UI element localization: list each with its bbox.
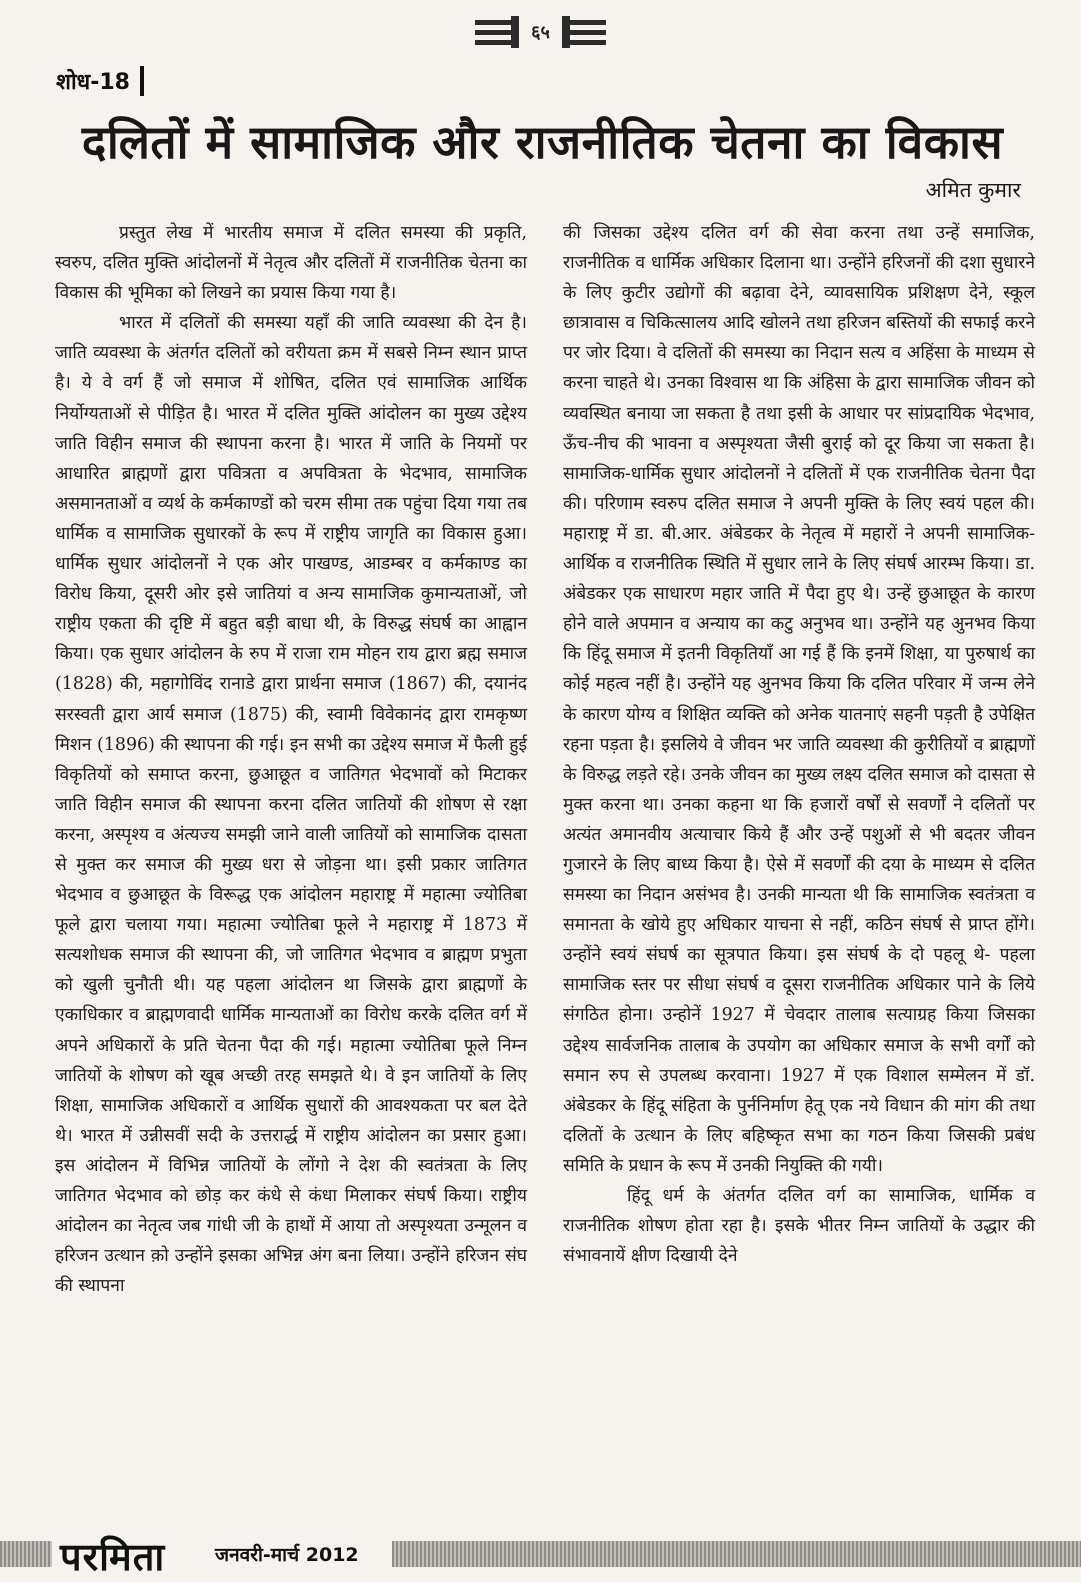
article-title: दलितों में सामाजिक और राजनीतिक चेतना का विकास	[81, 115, 1004, 169]
left-ornament-icon	[475, 16, 521, 48]
author-name: अमित कुमार	[925, 178, 1021, 202]
right-column	[563, 218, 1035, 1271]
page-header	[0, 16, 1081, 48]
series-label: शोध-18	[56, 66, 144, 96]
paragraph: भारत में दलितों की समस्या यहाँ की जाति व्यवस्था की देन है। जाति व्यवस्था के अंतर्गत दलितों को वरीयता क्रम में सबसे निम्न स्थान प्राप्त है। ये वे वर्ग हैं जो समाज में शोषित, दलित एवं सामाजिक आर्थिक निर्योग्यताओं से पीड़ित है। भारत में दलित मुक्ति आंदोलन का मुख्य उद्देश्य जाति विहीन समाज की स्थापना करना है। भारत में जाति के नियमों पर आधारित ब्राह्मणों द्वारा पवित्रता व अपवित्रता के भेदभाव, सामाजिक असमानताओं व व्यर्थ के कर्मकाण्डों को चरम सीमा तक पहुंचा दिया गया तब धार्मिक व सामाजिक सुधारकों के रूप में राष्ट्रीय जागृति का विकास हुआ। धार्मिक सुधार आंदोलनों ने एक ओर पाखण्ड, आडम्बर व कर्मकाण्ड का विरोध किया, दूसरी ओर इसे जातियां व अन्य सामाजिक कुमान्यताओं, जो राष्ट्रीय एकता की दृष्टि में बहुत बड़ी बाधा थी, के विरुद्ध संघर्ष का आह्वान किया। एक सुधार आंदोलन के रुप में राजा राम मोहन राय द्वारा ब्रह्म समाज (1828) की, महागोविंद रानाडे द्वारा प्रार्थना समाज (1867) की, दयानंद सरस्वती द्वारा आर्य समाज (1875) की, स्वामी विवेकानंद द्वारा रामकृष्ण मिशन (1896) की स्थापना की गई। इन सभी का उद्देश्य समाज में फैली हुई विकृतियों को समाप्त करना, छुआछूत व जातिगत भेदभावों को मिटाकर जाति विहीन समाज की स्थापना करना दलित जातियों की शोषण से रक्षा करना, अस्पृश्य व अंत्यज्य समझी जाने वाली जातियों को सामाजिक दासता से मुक्त कर समाज की मुख्य धरा से जोड़ना था। इसी प्रकार जातिगत भेदभाव व छुआछूत के विरूद्ध एक आंदोलन महाराष्ट्र में महात्मा ज्योतिबा फूले द्वारा चलाया गया। महात्मा ज्योतिबा फूले ने महाराष्ट्र में 1873 में सत्यशोधक समाज की स्थापना की, जो जातिगत भेदभाव व ब्राह्मण प्रभुता को खुली चुनौती थी। यह पहला आंदोलन था जिसके द्वारा ब्राह्मणों के एकाधिकार व ब्राह्मणवादी धार्मिक मान्यताओं का विरोध करके दलित वर्ग में अपने अधिकारों के प्रति चेतना पैदा की गई। महात्मा ज्योतिबा फूले निम्न जातियों के शोषण को खूब अच्छी तरह समझते थे। वे इन जातियों के लिए शिक्षा, सामाजिक अधिकारों व आर्थिक सुधारों की आवश्यकता पर बल देते थे। भारत में उन्नीसवीं सदी के उत्तरार्द्ध में राष्ट्रीय आंदोलन का प्रसार हुआ। इस आंदोलन में विभिन्न जातियों के लोंगो ने देश की स्वतंत्रता के लिए जातिगत भेदभाव को छोड़ कर कंधे से कंधा मिलाकर संघर्ष किया। राष्ट्रीय आंदोलन का नेतृत्व जब गांधी जी के हाथों में आया तो अस्पृश्यता उन्मूलन व हरिजन उत्थान क़ो उन्होंने इसका अभिन्न अंग बना लिया। उन्होंने हरिजन संघ की स्थापना	[55, 313, 527, 1297]
right-ornament-icon	[560, 16, 606, 48]
left-column	[55, 218, 527, 1301]
journal-logo: परमिता	[60, 1535, 166, 1579]
page-number: ६५	[531, 22, 550, 43]
paragraph: प्रस्तुत लेख में भारतीय समाज में दलित समस्या की प्रकृति, स्वरुप, दलित मुक्ति आंदोलनों में नेतृत्व और दलितों में राजनीतिक चेतना का विकास की भूमिका को लिखने का प्रयास किया गया है।	[55, 223, 527, 304]
issue-date: जनवरी-मार्च 2012	[215, 1544, 359, 1566]
paragraph: की जिसका उद्देश्य दलित वर्ग की सेवा करना तथा उन्हें समाजिक, राजनीतिक व धार्मिक अधिकार दिलाना था। उन्होंने हरिजनों की दशा सुधारने के लिए कुटीर उद्योगों की बढ़ावा देने, व्यावसायिक प्रशिक्षण देने, स्कूल छात्रावास व चिकित्सालय आदि खोलने तथा हरिजन बस्तियों की सफाई करने पर जोर दिया। वे दलितों की समस्या का निदान सत्य व अहिंसा के माध्यम से करना चाहते थे। उनका विश्वास था कि अंहिसा के द्वारा सामाजिक जीवन को व्यवस्थित बनाया जा सकता है तथा इसी के आधार पर सांप्रदायिक भेदभाव, ऊँच-नीच की भावना व अस्पृश्यता जैसी बुराई को दूर किया जा सकता है। सामाजिक-धार्मिक सुधार आंदोलनों ने दलितों में एक राजनीतिक चेतना पैदा की। परिणाम स्वरुप दलित समाज ने अपनी मुक्ति के लिए स्वयं पहल की। महाराष्ट्र में डा. बी.आर. अंबेडकर के नेतृत्व में महारों ने अपनी सामाजिक-आर्थिक व राजनीतिक स्थिति में सुधार लाने के लिए संघर्ष आरम्भ किया। डा. अंबेडकर एक साधारण महार जाति में पैदा हुए थे। उन्हें छुआछूत के कारण होने वाले अपमान व अन्याय का कटु अनुभव था। उन्होंने यह अुनभव किया कि हिंदू समाज में इतनी विकृतियाँ आ गई हैं कि इनमें शिक्षा, या पुरुषार्थ का कोई महत्व नहीं है। उन्होंने यह अुनभव किया कि दलित परिवार में जन्म लेने के कारण योग्य व शिक्षित व्यक्ति को अनेक यातनाएं सहनी पड़ती है उपेक्षित रहना पड़ता है। इसलिये वे जीवन भर जाति व्यवस्था की कुरीतियों व ब्राह्मणों के विरुद्ध लड़ते रहे। उनके जीवन का मुख्य लक्ष्य दलित समाज को दासता से मुक्त करना था। उनका कहना था कि हजारों वर्षों से सवर्णों ने दलितों पर अत्यंत अमानवीय अत्याचार किये हैं और उन्हें पशुओं से भी बदतर जीवन गुजारने के लिए बाध्य किया है। ऐसे में सवर्णों की दया के माध्यम से दलित समस्या का निदान असंभव है। उनकी मान्यता थी कि सामाजिक स्वतंत्रता व समानता के खोये हुए अधिकार याचना से नहीं, कठिन संघर्ष से प्राप्त होंगे। उन्होंने स्वयं संघर्ष का सूत्रपात किया। इस संघर्ष के दो पहलू थे- पहला सामाजिक स्तर पर सीधा संघर्ष व दूसरा राजनीतिक अधिकार पाने के लिये संगठित होना। उन्होनें 1927 में चेवदार तालाब सत्याग्रह किया जिसका उद्देश्य सार्वजनिक तालाब के उपयोग का अधिकार समाज के सभी वर्गों को समान रुप से उपलब्ध करवाना। 1927 में एक विशाल सम्मेलन में डॉ. अंबेडकर के हिंदू संहिता के पुर्ननिर्माण हेतू एक नये विधान की मांग की तथा दलितों के उत्थान के लिए बहिष्कृत सभा का गठन किया जिसकी प्रबंध समिति के प्रधान के रूप में उनकी नियुक्ति की गयी।	[563, 223, 1035, 1176]
paragraph: हिंदू धर्म के अंतर्गत दलित वर्ग का सामाजिक, धार्मिक व राजनीतिक शोषण होता रहा है। इसके भीतर निम्न जातियों के उद्धार की संभावनायें क्षीण दिखायी देने	[563, 1186, 1035, 1267]
